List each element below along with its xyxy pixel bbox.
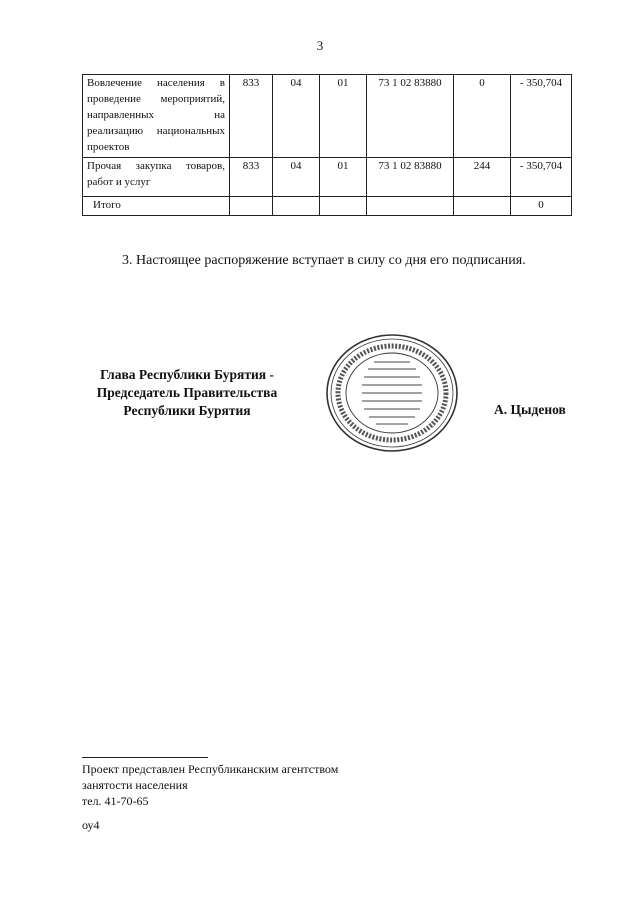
code-section: 04	[273, 157, 320, 196]
signatory-title-line: Глава Республики Бурятия -	[100, 367, 274, 382]
footnote-line: тел. 41-70-65	[82, 794, 149, 809]
code-ministry: 833	[230, 75, 273, 158]
amount: - 350,704	[511, 75, 572, 158]
empty-cell	[320, 196, 367, 215]
table-row	[83, 75, 572, 158]
row-description: Прочая закупка товаров, работ и услуг	[83, 157, 230, 196]
code-target: 73 1 02 83880	[367, 75, 454, 158]
amount: - 350,704	[511, 157, 572, 196]
code-subsection: 01	[320, 75, 367, 158]
empty-cell	[230, 196, 273, 215]
reference-code: оу4	[82, 818, 100, 832]
code-ministry: 833	[230, 157, 273, 196]
official-seal-stamp	[324, 332, 460, 454]
table-total-row	[83, 196, 572, 215]
empty-cell	[273, 196, 320, 215]
page-number: 3	[316, 38, 324, 53]
code-section: 04	[273, 75, 320, 158]
code-expense-type: 244	[454, 157, 511, 196]
signatory-title-line: Председатель Правительства	[96, 385, 278, 401]
footnote-line: занятости населения	[82, 778, 188, 793]
effective-clause: 3. Настоящее распоряжение вступает в силу со дня его подписания.	[122, 253, 526, 268]
signatory-title	[82, 366, 292, 421]
total-amount: 0	[511, 196, 572, 215]
table-row	[83, 157, 572, 196]
signatory-name: А. Цыденов	[494, 402, 566, 417]
total-label: Итого	[83, 196, 230, 215]
empty-cell	[367, 196, 454, 215]
footnote-line: Проект представлен Республиканским агентством	[82, 762, 339, 776]
row-description: Вовлечение населения в проведение мероприятий, направленных на реализацию национальных проектов	[83, 75, 230, 158]
code-expense-type: 0	[454, 75, 511, 158]
empty-cell	[454, 196, 511, 215]
footnote	[82, 761, 338, 810]
budget-table	[82, 74, 572, 216]
footnote-divider	[82, 757, 208, 758]
code-subsection: 01	[320, 157, 367, 196]
signatory-title-line: Республики Бурятия	[123, 403, 251, 419]
code-target: 73 1 02 83880	[367, 157, 454, 196]
